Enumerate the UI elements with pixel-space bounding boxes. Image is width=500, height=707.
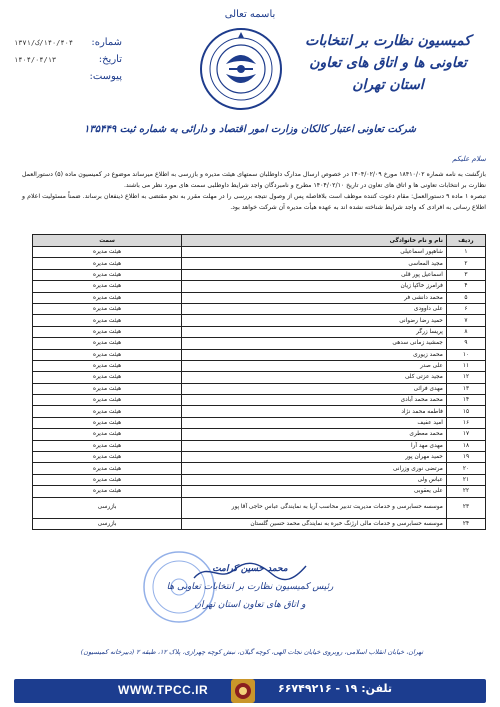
- table-row: [33, 486, 486, 497]
- position-cell: هیئت مدیره: [33, 474, 182, 485]
- table-header-row: [33, 235, 486, 247]
- signatory-name: محمد حسین کرامت: [212, 564, 288, 574]
- table-row: [33, 395, 486, 406]
- position-cell: هیئت مدیره: [33, 440, 182, 451]
- row-number-cell: ۱۵: [446, 406, 485, 417]
- full-name-cell: فاطمه محمد نژاد: [182, 406, 447, 417]
- row-number-cell: ۱۳: [446, 383, 485, 394]
- row-number-cell: ۱۴: [446, 395, 485, 406]
- full-name-cell: جمشید زمانی سدهی: [182, 338, 447, 349]
- table-row: [33, 463, 486, 474]
- table-row: [33, 429, 486, 440]
- position-cell: هیئت مدیره: [33, 247, 182, 258]
- full-name-cell: موسسه حسابرسی و خدمات مالی ارژنگ خبره به نمایندگی محمد حسین گلستان: [182, 518, 447, 529]
- full-name-cell: امید عفیف: [182, 417, 447, 428]
- full-name-cell: مجید المعاسی: [182, 258, 447, 269]
- table-row: [33, 258, 486, 269]
- position-cell: هیئت مدیره: [33, 281, 182, 292]
- signature-block: [150, 560, 350, 630]
- row-number-cell: ۵: [446, 292, 485, 303]
- row-number-cell: ۱: [446, 247, 485, 258]
- row-number-cell: ۹: [446, 338, 485, 349]
- table-row: [33, 360, 486, 371]
- row-number-cell: ۳: [446, 269, 485, 280]
- basmala: باسمه تعالی: [224, 9, 276, 20]
- full-name-cell: محمد محمد آبادی: [182, 395, 447, 406]
- row-number-cell: ۱۶: [446, 417, 485, 428]
- full-name-cell: عباس ولی: [182, 474, 447, 485]
- position-cell: بازرسی: [33, 497, 182, 518]
- position-cell: هیئت مدیره: [33, 486, 182, 497]
- position-cell: هیئت مدیره: [33, 452, 182, 463]
- full-name-cell: مجید عزتی کلی: [182, 372, 447, 383]
- signatory-title-line1: رئیس کمیسیون نظارت بر انتخابات تعاونی ها: [166, 582, 334, 592]
- header-row-number: ردیف: [446, 235, 485, 247]
- table-row: [33, 440, 486, 451]
- table-row: [33, 417, 486, 428]
- row-number-cell: ۴: [446, 281, 485, 292]
- row-number-cell: ۱۹: [446, 452, 485, 463]
- letterhead-title-line3: استان تهران: [352, 77, 424, 93]
- position-cell: هیئت مدیره: [33, 338, 182, 349]
- candidates-table: [32, 234, 486, 530]
- full-name-cell: پریسا زرگر: [182, 326, 447, 337]
- full-name-cell: مرتضی نوری وزرانی: [182, 463, 447, 474]
- row-number-cell: ۸: [446, 326, 485, 337]
- position-cell: هیئت مدیره: [33, 315, 182, 326]
- meta-date-value: ۱۴۰۴/۰۴/۱۳: [14, 55, 57, 64]
- full-name-cell: موسسه حسابرسی و خدمات مدیریت تدبیر محاسب آریا به نمایندگی عباس حاجی آقا پور: [182, 497, 447, 518]
- full-name-cell: حمید رضا رضوانی: [182, 315, 447, 326]
- table-row: [33, 326, 486, 337]
- table-row: [33, 269, 486, 280]
- body-paragraph-1: بازگشت به نامه شماره ۱۸۴۱۰/۰۲ مورخ ۱۴۰۴/۰۲/۰۹ در خصوص ارسال مدارک داوطلبان سمتهای هیئت مدیره و بازرسی به اطلاع میرساند موضوع در کمیسیون ماده (۵) دستورالعمل نظارت بر انتخابات تعاونی ها و اتاق های تعاون در تاریخ ۱۴۰۴/۰۲/۱۰ مطرح و نامبردگان واجد شرایط داوطلبی سمت های مورد نظر می باشند.: [22, 171, 486, 189]
- full-name-cell: مهدی مهد آرا: [182, 440, 447, 451]
- position-cell: هیئت مدیره: [33, 326, 182, 337]
- position-cell: هیئت مدیره: [33, 463, 182, 474]
- full-name-cell: شاهپور اسماعیلی: [182, 247, 447, 258]
- table-row: [33, 383, 486, 394]
- table-row: [33, 474, 486, 485]
- row-number-cell: ۷: [446, 315, 485, 326]
- candidates-table-body: [33, 247, 486, 530]
- full-name-cell: اسماعیل پور قلی: [182, 269, 447, 280]
- position-cell: هیئت مدیره: [33, 269, 182, 280]
- website-link[interactable]: WWW.TPCC.IR: [118, 683, 209, 697]
- signatory-title-line2: و اتاق های تعاون استان تهران: [194, 600, 306, 610]
- table-row: [33, 406, 486, 417]
- position-cell: هیئت مدیره: [33, 395, 182, 406]
- commission-logo-icon: [196, 24, 286, 114]
- row-number-cell: ۱۸: [446, 440, 485, 451]
- full-name-cell: علی یعقوبی: [182, 486, 447, 497]
- position-cell: بازرسی: [33, 518, 182, 529]
- header-position: سمت: [33, 235, 182, 247]
- row-number-cell: ۱۱: [446, 360, 485, 371]
- full-name-cell: علی صدر: [182, 360, 447, 371]
- table-row: [33, 281, 486, 292]
- position-cell: هیئت مدیره: [33, 258, 182, 269]
- table-row: [33, 338, 486, 349]
- letter-subject: شرکت تعاونی اعتبار کالکان وزارت امور اقتصاد و دارائی به شماره ثبت ۱۳۵۴۴۹: [84, 124, 416, 135]
- position-cell: هیئت مدیره: [33, 417, 182, 428]
- meta-date-label: تاریخ:: [98, 54, 122, 65]
- letter-body: [22, 170, 486, 214]
- ornament-icon: [228, 676, 258, 706]
- table-row: [33, 452, 486, 463]
- footer-address: تهران، خیابان انقلاب اسلامی، روبروی خیابان نجات الهی، کوچه گیلان، نبش کوچه چهرازی، پلاک ۱۲، طبقه ۲ (دبیرخانه کمیسیون): [80, 648, 424, 656]
- full-name-cell: علی داوودی: [182, 303, 447, 314]
- full-name-cell: فرامرز خاکپا زیان: [182, 281, 447, 292]
- meta-date-row: [14, 51, 122, 68]
- full-name-cell: محمد معطری: [182, 429, 447, 440]
- table-row: [33, 372, 486, 383]
- table-row: [33, 315, 486, 326]
- row-number-cell: ۲: [446, 258, 485, 269]
- row-number-cell: ۶: [446, 303, 485, 314]
- position-cell: هیئت مدیره: [33, 360, 182, 371]
- header-full-name: نام و نام خانوادگی: [182, 235, 447, 247]
- letter-meta: [14, 34, 122, 85]
- position-cell: هیئت مدیره: [33, 303, 182, 314]
- table-row: [33, 349, 486, 360]
- salutation: سلام علیکم: [452, 155, 486, 163]
- letterhead-title: [288, 30, 488, 96]
- table-row: [33, 292, 486, 303]
- meta-attachment-row: [14, 68, 122, 85]
- table-row: [33, 247, 486, 258]
- phone-number: تلفن: ۱۹ - ۶۶۷۴۹۲۱۶: [278, 682, 393, 695]
- full-name-cell: محمد دانشی فر: [182, 292, 447, 303]
- letterhead-title-line2: تعاونی ها و اتاق های تعاون: [309, 55, 467, 71]
- row-number-cell: ۱۲: [446, 372, 485, 383]
- row-number-cell: ۲۱: [446, 474, 485, 485]
- row-number-cell: ۲۰: [446, 463, 485, 474]
- row-number-cell: ۲۲: [446, 486, 485, 497]
- position-cell: هیئت مدیره: [33, 349, 182, 360]
- full-name-cell: مهدی فرائی: [182, 383, 447, 394]
- letterhead-title-line1: کمیسیون نظارت بر انتخابات: [305, 33, 471, 49]
- full-name-cell: محمد زیوری: [182, 349, 447, 360]
- position-cell: هیئت مدیره: [33, 406, 182, 417]
- row-number-cell: ۲۴: [446, 518, 485, 529]
- position-cell: هیئت مدیره: [33, 372, 182, 383]
- position-cell: هیئت مدیره: [33, 429, 182, 440]
- meta-attachment-label: پیوست:: [89, 71, 122, 82]
- row-number-cell: ۲۳: [446, 497, 485, 518]
- row-number-cell: ۱۷: [446, 429, 485, 440]
- position-cell: هیئت مدیره: [33, 292, 182, 303]
- meta-number-value: ۱۴۰/۴۰۴/ک/۱۳۷۱: [14, 38, 74, 47]
- meta-number-row: [14, 34, 122, 51]
- body-paragraph-2: تبصره ۱ ماده ۹ دستورالعمل: مقام دعوت کننده موظف است بلافاصله پس از وصول نتیجه بررسی را در مهلت مقرر به نحو مقتضی به اطلاع ذینفعان برساند. ضمناً مسئولیت اعلام و اطلاع رسانی به افرادی که واجد شرایط شناخته نشده اند به عهده هیأت مدیره آن شرکت خواهد بود.: [22, 193, 487, 211]
- meta-number-label: شماره:: [91, 37, 122, 48]
- table-row: [33, 303, 486, 314]
- position-cell: هیئت مدیره: [33, 383, 182, 394]
- table-row: [33, 518, 486, 529]
- table-row: [33, 497, 486, 518]
- row-number-cell: ۱۰: [446, 349, 485, 360]
- full-name-cell: حمید مهران پور: [182, 452, 447, 463]
